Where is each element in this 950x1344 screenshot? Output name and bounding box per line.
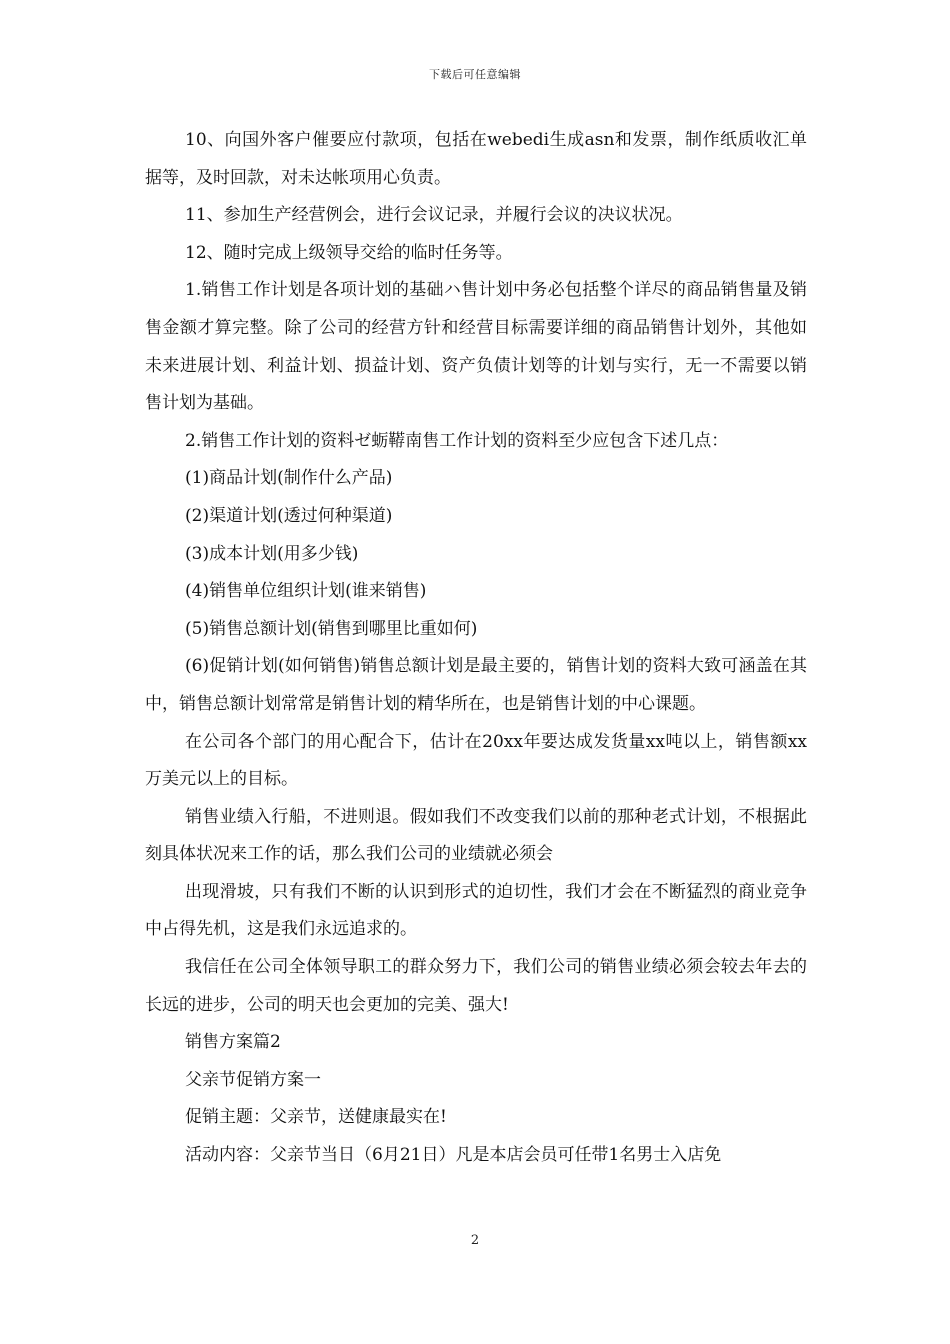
list-item-total-sales-plan: (5)销售总额计划(销售到哪里比重如何): [185, 618, 478, 639]
paragraph-item-11: 11、参加生产经营例会，进行会议记录，并履行会议的决议状况。: [185, 205, 683, 226]
subheading-fathers-day-plan: 父亲节促销方案一: [185, 1069, 321, 1090]
paragraph-item-10: 10、向国外客户催要应付款项，包括在webedi生成asn和发票，制作纸质收汇单据等，及时回款，对未达帐项用心负责。: [145, 130, 807, 188]
paragraph-sales-target: 在公司各个部门的用心配合下，估计在20xx年要达成发货量xx吨以上，销售额xx万美元以上的目标。: [145, 731, 807, 790]
list-item-organization-plan: (4)销售单位组织计划(谁来销售): [185, 581, 427, 602]
paragraph-sales-plan-contents: 2.销售工作计划的资料ゼ蛎鞯南售工作计划的资料至少应包含下述几点：: [185, 430, 729, 451]
paragraph-confidence: 我信任在公司全体领导职工的群众努力下，我们公司的销售业绩必须会较去年去的长远的进步，公司的明天也会更加的完美、强大!: [145, 957, 807, 1015]
section-heading-plan-2: 销售方案篇2: [185, 1032, 281, 1053]
list-item-channel-plan: (2)渠道计划(透过何种渠道): [185, 505, 393, 526]
list-item-product-plan: (1)商品计划(制作什么产品): [185, 468, 393, 489]
paragraph-sales-performance: 销售业绩入行船，不进则退。假如我们不改变我们以前的那种老式计划，不根据此刻具体状况来工作的话，那么我们公司的业绩就必须会: [145, 806, 807, 865]
paragraph-activity-content: 活动内容：父亲节当日（6月21日）凡是本店会员可任带1名男士入店免: [185, 1145, 722, 1166]
paragraph-promotion-theme: 促销主题：父亲节，送健康最实在!: [185, 1107, 447, 1128]
paragraph-item-12: 12、随时完成上级领导交给的临时任务等。: [185, 242, 513, 263]
paragraph-sales-plan-basis: 1.销售工作计划是各项计划的基础ハ售计划中务必包括整个详尽的商品销售量及销售金额才算完整。除了公司的经营方针和经营目标需要详细的商品销售计划外，其他如未来进展计划、利益计划、损益计划、资产负债计划等的计划与实行，无一不需要以销售计划为基础。: [145, 280, 807, 414]
paragraph-competition: 出现滑坡，只有我们不断的认识到形式的迫切性，我们才会在不断猛烈的商业竞争中占得先机，这是我们永远追求的。: [145, 881, 807, 940]
list-item-cost-plan: (3)成本计划(用多少钱): [185, 543, 359, 564]
list-item-promotion-plan: (6)促销计划(如何销售)销售总额计划是最主要的，销售计划的资料大致可涵盖在其中，销售总额计划常常是销售计划的精华所在，也是销售计划的中心课题。: [145, 656, 807, 714]
document-body: [145, 122, 807, 1175]
page-number: 2: [470, 1233, 480, 1248]
page-header: 下载后可任意编辑: [429, 68, 521, 81]
